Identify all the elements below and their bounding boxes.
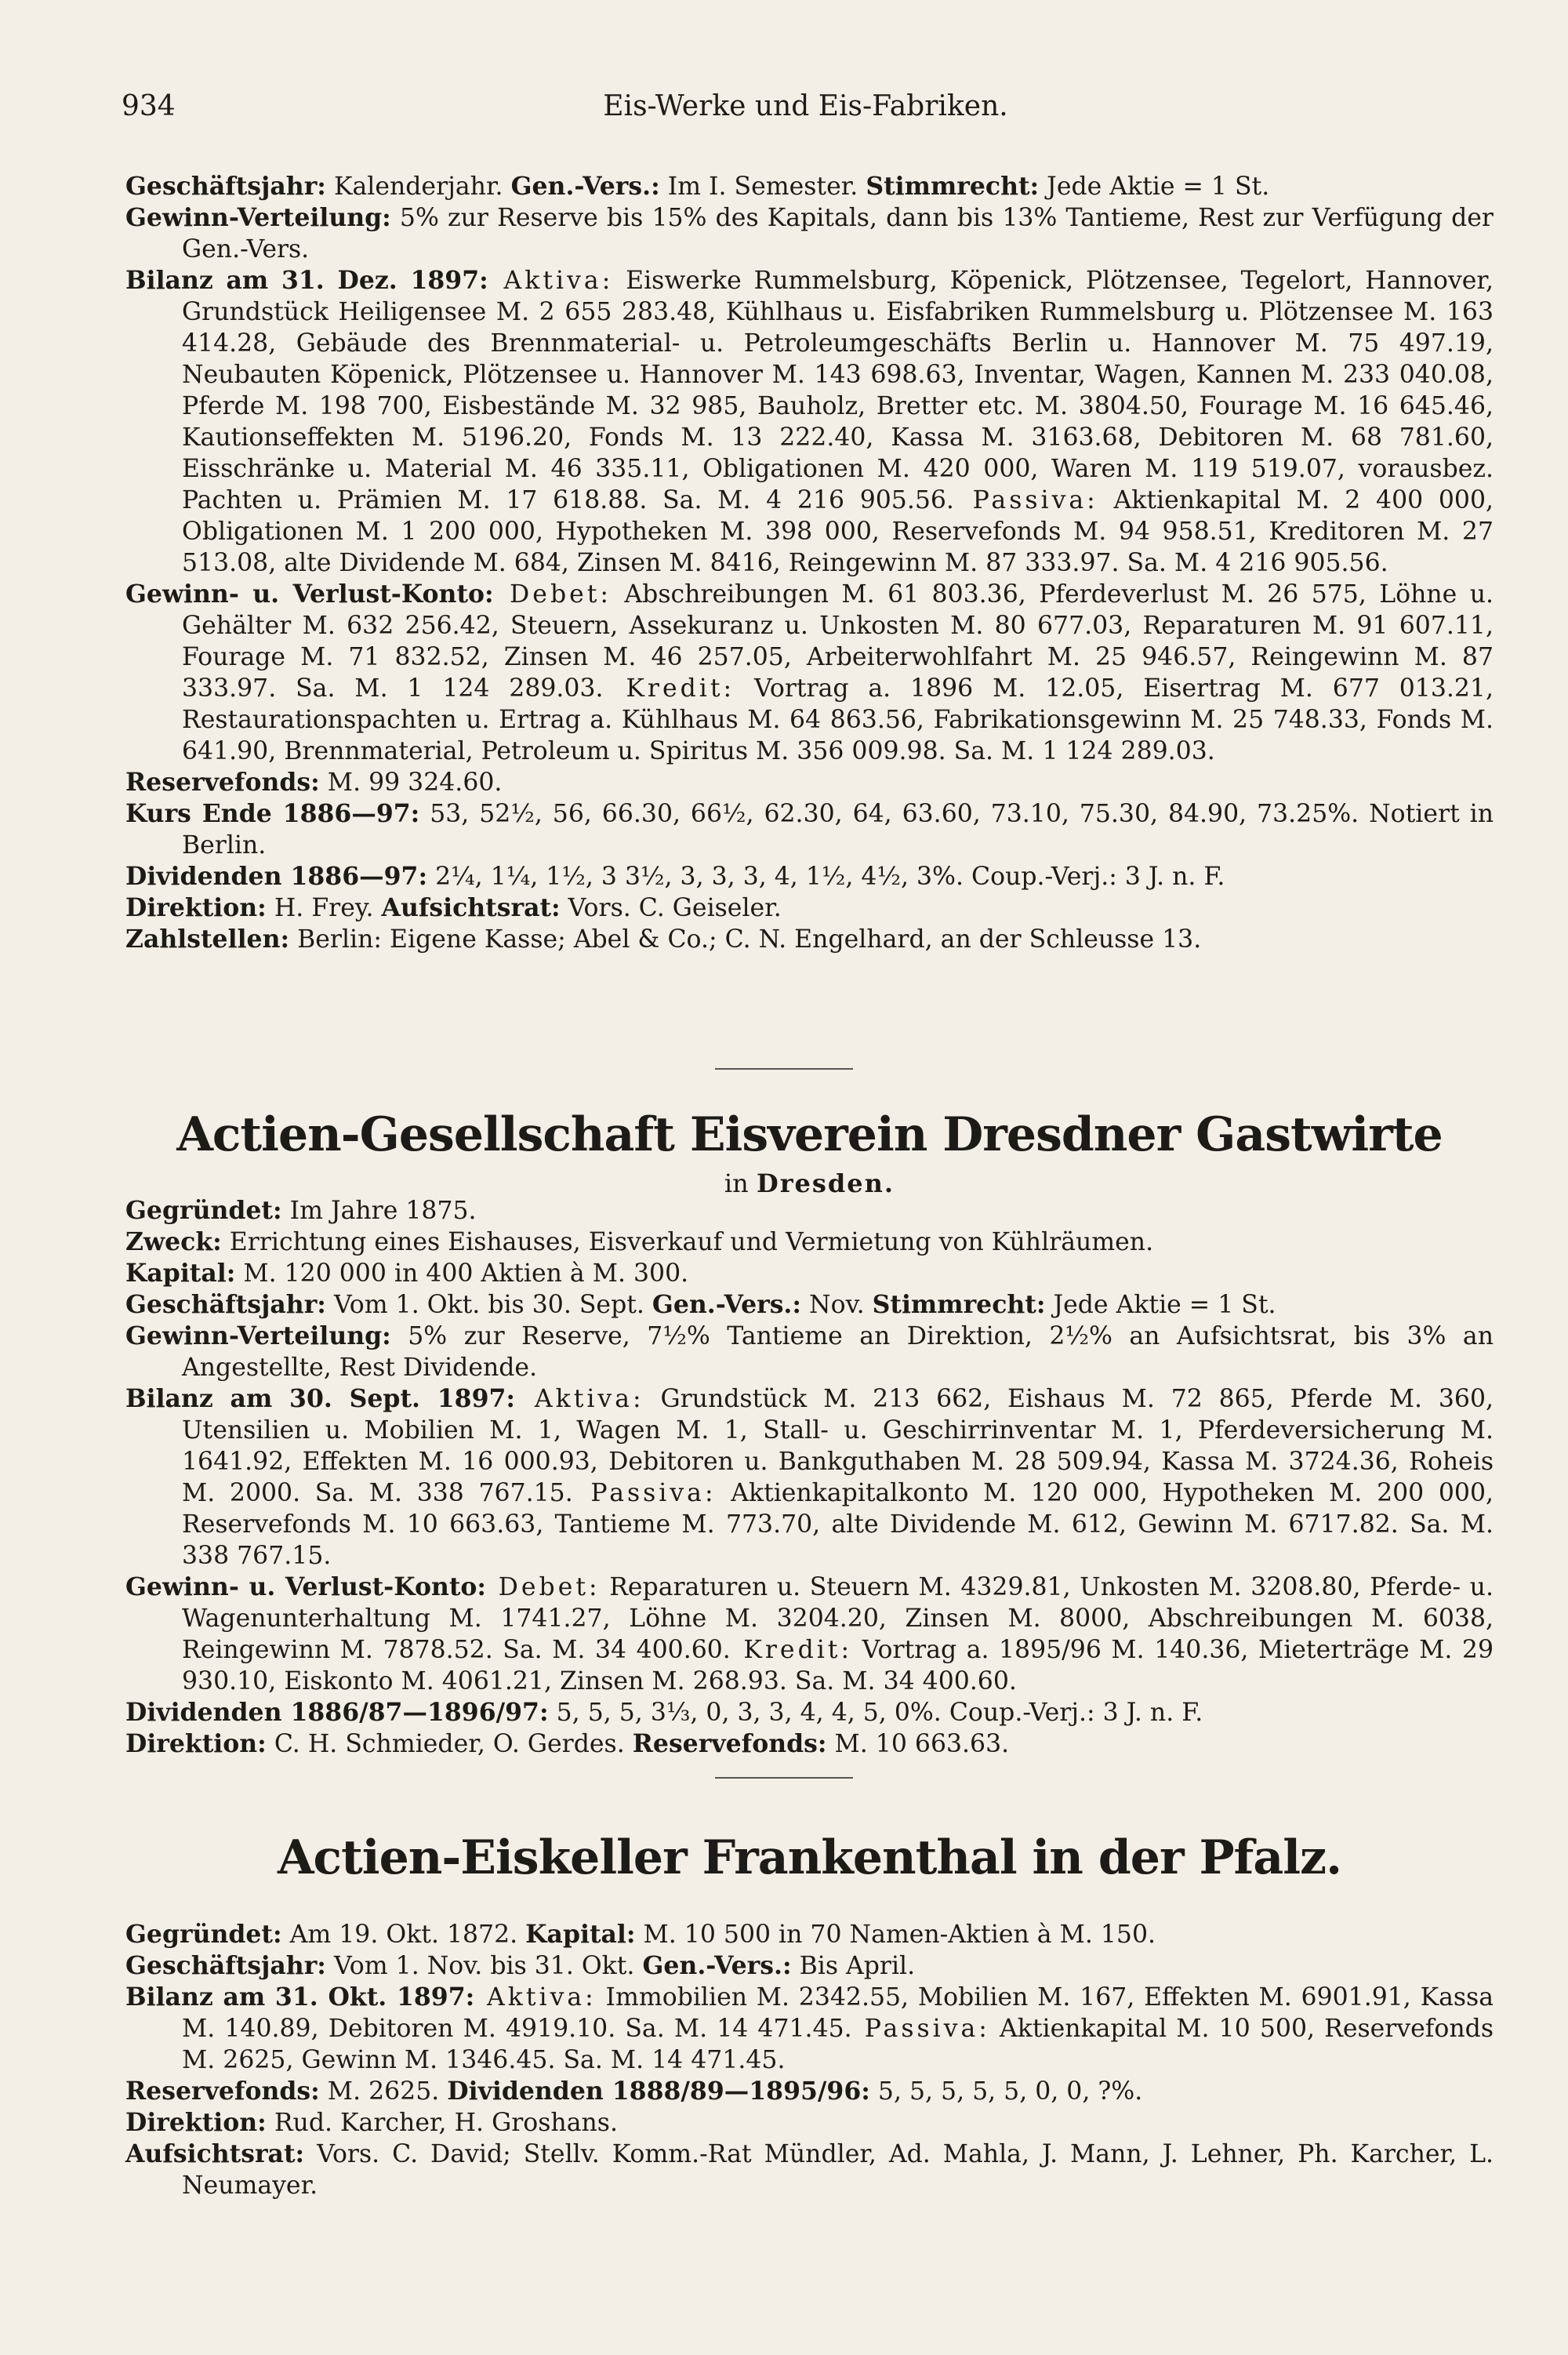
- entry-text: Rud. Karcher, H. Groshans.: [266, 2109, 618, 2137]
- entry-paragraph: [125, 892, 1494, 924]
- entry-text: Aktienkapital M. 2 400 000, Obligationen M. 1 200 000, Hypotheken M. 398 000, Reservefonds M. 94 958.51, Kreditoren M. 27 513.08, alte Dividende M. 684, Zinsen M. 8416, Reingewinn M. 87 333.97. Sa. M. 4 216 905.56.: [182, 486, 1494, 577]
- entry-text: Aktienkapitalkonto M. 120 000, Hypotheken M. 200 000, Reservefonds M. 10 663.63, Tantieme M. 773.70, alte Dividende M. 612, Gewinn M. 6717.82. Sa. M. 338 767.15.: [182, 1479, 1494, 1570]
- entry-label: Reservefonds:: [125, 2077, 320, 2106]
- entry-text: Vors. C. David; Stellv. Komm.-Rat Mündler, Ad. Mahla, J. Mann, J. Lehner, Ph. Karcher, L. Neumayer.: [182, 2140, 1494, 2200]
- entry-paragraph: [125, 2107, 1494, 2139]
- entry-text: Berlin: Eigene Kasse; Abel & Co.; C. N. Engelhard, an der Schleusse 13.: [289, 925, 1202, 954]
- entry-paragraph: [125, 1258, 1494, 1289]
- company-entry: [125, 1919, 1494, 2201]
- running-head: Eis-Werke und Eis-Fabriken.: [603, 90, 1008, 122]
- entry-label: Kapital:: [525, 1920, 636, 1949]
- entry-label: Gen.-Vers.:: [642, 1951, 792, 1980]
- entry-text: Vom 1. Okt. bis 30. Sept.: [325, 1291, 652, 1319]
- entry-label: Geschäftsjahr:: [125, 1290, 326, 1319]
- entry-label: Aufsichtsrat:: [125, 2139, 305, 2168]
- company-entry: [125, 1195, 1494, 1760]
- entry-text: Im I. Semester.: [659, 173, 866, 201]
- entry-label: Direktion:: [125, 893, 267, 922]
- entry-label: Gen.-Vers.:: [510, 172, 660, 201]
- entry-spaced-label: Kredit:: [603, 674, 735, 703]
- entry-text: 2¼, 1¼, 1½, 3 3½, 3, 3, 3, 4, 1½, 4½, 3%. Coup.-Verj.: 3 J. n. F.: [427, 863, 1225, 891]
- entry-text: H. Frey.: [266, 894, 382, 922]
- entry-text: Kalenderjahr.: [325, 173, 511, 201]
- entry-label: Stimmrecht:: [872, 1290, 1046, 1319]
- entry-label: Kapital:: [125, 1259, 236, 1288]
- entry-paragraph: [125, 1572, 1494, 1697]
- entry-label: Stimmrecht:: [866, 172, 1040, 201]
- entry-paragraph: [125, 2076, 1494, 2107]
- entry-label: Reservefonds:: [125, 768, 320, 797]
- entry-text: 5% zur Reserve bis 15% des Kapitals, dann bis 13% Tantieme, Rest zur Verfügung der Gen.-Vers.: [182, 204, 1494, 263]
- entry-text: Am 19. Okt. 1872.: [281, 1921, 526, 1949]
- entry-paragraph: [125, 1919, 1494, 1950]
- subtitle-prefix: in: [724, 1168, 757, 1198]
- entry-text: M. 99 324.60.: [319, 769, 503, 797]
- company-title: Actien-Gesellschaft Eisverein Dresdner Gastwirte: [176, 1107, 1443, 1162]
- entry-paragraph: [125, 861, 1494, 892]
- entry-text: Jede Aktie = 1 St.: [1039, 173, 1270, 201]
- entry-text: Vortrag a. 1896 M. 12.05, Eisertrag M. 677 013.21, Restaurationspachten u. Ertrag a. Kühlhaus M. 64 863.56, Fabrikationsgewinn M. 25 748.33, Fonds M. 641.90, Brennmaterial, Petroleum u. Spiritus M. 356 009.98. Sa. M. 1 124 289.03.: [182, 674, 1494, 765]
- entry-paragraph: [125, 265, 1494, 579]
- entry-label: Zweck:: [125, 1227, 222, 1256]
- entry-spaced-label: Debet:: [486, 1573, 601, 1601]
- entry-label: Dividenden 1886—97:: [125, 862, 428, 891]
- entry-label: Aufsichtsrat:: [381, 893, 561, 922]
- entry-label: Gewinn- u. Verlust-Konto:: [125, 580, 494, 609]
- entry-text: 5, 5, 5, 5, 5, 0, 0, ?%.: [869, 2077, 1143, 2106]
- entry-paragraph: [125, 2139, 1494, 2201]
- entry-text: Grundstück M. 213 662, Eishaus M. 72 865, Pferde M. 360, Utensilien u. Mobilien M. 1, Wagen M. 1, Stall- u. Geschirrinventar M. 1, Pferdeversicherung M. 1641.92, Effekten M. 16 000.93, Debitoren u. Bankguthaben M. 28 509.94, Kassa M. 3724.36, Roheis M. 2000. Sa. M. 338 767.15.: [182, 1385, 1494, 1507]
- entry-paragraph: [125, 767, 1494, 798]
- entry-paragraph: [125, 579, 1494, 767]
- company-subtitle: [125, 1168, 1494, 1198]
- entry-label: Gewinn-Verteilung:: [125, 203, 391, 232]
- entry-text: Abschreibungen M. 61 803.36, Pferdeverlust M. 26 575, Löhne u. Gehälter M. 632 256.42, Steuern, Assekuranz u. Unkosten M. 80 677.03, Reparaturen M. 91 607.11, Fourage M. 71 832.52, Zinsen M. 46 257.05, Arbeiterwohlfahrt M. 25 946.57, Reingewinn M. 87 333.97. Sa. M. 1 124 289.03.: [182, 580, 1494, 703]
- entry-spaced-label: Passiva:: [572, 1479, 717, 1507]
- entry-label: Gegründet:: [125, 1920, 282, 1949]
- entry-label: Reservefonds:: [632, 1729, 827, 1758]
- entry-paragraph: [125, 1728, 1494, 1760]
- entry-spaced-label: Aktiva:: [474, 1983, 597, 2012]
- entry-text: Jede Aktie = 1 St.: [1045, 1291, 1276, 1319]
- entry-text: Vom 1. Nov. bis 31. Okt.: [325, 1952, 643, 1980]
- entry-label: Geschäftsjahr:: [125, 1951, 326, 1980]
- entry-label: Bilanz am 31. Okt. 1897:: [125, 1982, 475, 2012]
- entry-paragraph: [125, 202, 1494, 265]
- entry-label: Gewinn- u. Verlust-Konto:: [125, 1572, 487, 1601]
- page-header: [122, 90, 1490, 129]
- section-continued-entry: [125, 171, 1494, 955]
- entry-paragraph: [125, 1321, 1494, 1383]
- entry-paragraph: [125, 1195, 1494, 1227]
- entry-text: 5% zur Reserve, 7½% Tantieme an Direktion, 2½% an Aufsichtsrat, bis 3% an Angestellte, Rest Dividende.: [182, 1322, 1494, 1382]
- entry-label: Gen.-Vers.:: [652, 1290, 802, 1319]
- entry-paragraph: [125, 1289, 1494, 1321]
- entry-label: Dividenden 1886/87—1896/97:: [125, 1698, 549, 1727]
- entry-paragraph: [125, 1383, 1494, 1572]
- entry-label: Direktion:: [125, 1729, 267, 1758]
- entry-text: Vors. C. Geiseler.: [560, 894, 782, 922]
- entry-text: Eiswerke Rummelsburg, Köpenick, Plötzensee, Tegelort, Hannover, Grundstück Heiligensee M. 2 655 283.48, Kühlhaus u. Eisfabriken Rummelsburg u. Plötzensee M. 163 414.28, Gebäude des Brennmaterial- u. Petroleumgeschäfts Berlin u. Hannover M. 75 497.19, Neubauten Köpenick, Plötzensee u. Hannover M. 143 698.63, Inventar, Wagen, Kannen M. 233 040.08, Pferde M. 198 700, Eisbestände M. 32 985, Bauholz, Bretter etc. M. 3804.50, Fourage M. 16 645.46, Kautionseffekten M. 5196.20, Fonds M. 13 222.40, Kassa M. 3163.68, Debitoren M. 68 781.60, Eisschränke u. Material M. 46 335.11, Obligationen M. 420 000, Waren M. 119 519.07, vorausbez. Pachten u. Prämien M. 17 618.88. Sa. M. 4 216 905.56.: [182, 267, 1494, 514]
- section-divider: [715, 1068, 853, 1070]
- entry-label: Zahlstellen:: [125, 925, 290, 954]
- entry-text: Bis April.: [791, 1952, 916, 1980]
- entry-paragraph: [125, 1982, 1494, 2076]
- entry-paragraph: [125, 798, 1494, 861]
- entry-label: Geschäftsjahr:: [125, 172, 326, 201]
- entry-paragraph: [125, 171, 1494, 202]
- page-number: 934: [122, 90, 176, 122]
- entry-text: Immobilien M. 2342.55, Mobilien M. 167, Effekten M. 6901.91, Kassa M. 140.89, Debitoren M. 4919.10. Sa. M. 14 471.45.: [182, 1983, 1494, 2043]
- entry-spaced-label: Debet:: [493, 580, 612, 609]
- entry-text: M. 10 663.63.: [826, 1730, 1010, 1758]
- entry-text: Reparaturen u. Steuern M. 4329.81, Unkosten M. 3208.80, Pferde- u. Wagenunterhaltung M. 1741.27, Löhne M. 3204.20, Zinsen M. 8000, Abschreibungen M. 6038, Reingewinn M. 7878.52. Sa. M. 34 400.60.: [182, 1573, 1494, 1664]
- section-divider: [715, 1777, 853, 1779]
- entry-text: Errichtung eines Eishauses, Eisverkauf und Vermietung von Kühlräumen.: [221, 1228, 1154, 1256]
- entry-paragraph: [125, 924, 1494, 955]
- entry-text: M. 2625.: [319, 2077, 448, 2106]
- entry-text: 5, 5, 5, 3⅓, 0, 3, 3, 4, 4, 5, 0%. Coup.-Verj.: 3 J. n. F.: [548, 1699, 1203, 1727]
- entry-paragraph: [125, 1697, 1494, 1728]
- entry-spaced-label: Kredit:: [730, 1636, 853, 1664]
- entry-text: Vortrag a. 1895/96 M. 140.36, Mieterträge M. 29 930.10, Eiskonto M. 4061.21, Zinsen M. 268.93. Sa. M. 34 400.60.: [182, 1636, 1494, 1695]
- entry-label: Dividenden 1888/89—1895/96:: [447, 2077, 870, 2106]
- entry-text: Im Jahre 1875.: [281, 1197, 477, 1225]
- entry-text: M. 120 000 in 400 Aktien à M. 300.: [235, 1259, 689, 1288]
- entry-label: Kurs Ende 1886—97:: [125, 799, 420, 828]
- entry-text: M. 10 500 in 70 Namen-Aktien à M. 150.: [635, 1921, 1156, 1949]
- entry-spaced-label: Aktiva:: [515, 1385, 644, 1413]
- entry-paragraph: [125, 1950, 1494, 1982]
- entry-label: Gegründet:: [125, 1196, 282, 1225]
- entry-text: Aktienkapital M. 10 500, Reservefonds M. 2625, Gewinn M. 1346.45. Sa. M. 14 471.45.: [182, 2015, 1494, 2074]
- company-title: Actien-Eiskeller Frankenthal in der Pfalz.: [277, 1830, 1341, 1885]
- entry-text: Nov.: [801, 1291, 873, 1319]
- entry-spaced-label: Passiva:: [953, 486, 1098, 514]
- entry-label: Bilanz am 31. Dez. 1897:: [125, 266, 488, 295]
- entry-text: 53, 52½, 56, 66.30, 66½, 62.30, 64, 63.60, 73.10, 75.30, 84.90, 73.25%. Notiert in Berlin.: [182, 800, 1494, 860]
- entry-label: Bilanz am 30. Sept. 1897:: [125, 1384, 516, 1413]
- entry-text: C. H. Schmieder, O. Gerdes.: [266, 1730, 633, 1758]
- entry-paragraph: [125, 1227, 1494, 1258]
- subtitle-city: Dresden.: [756, 1168, 895, 1198]
- entry-spaced-label: Aktiva:: [488, 267, 614, 295]
- entry-label: Direktion:: [125, 2108, 267, 2137]
- entry-label: Gewinn-Verteilung:: [125, 1321, 391, 1350]
- entry-spaced-label: Passiva:: [851, 2015, 990, 2043]
